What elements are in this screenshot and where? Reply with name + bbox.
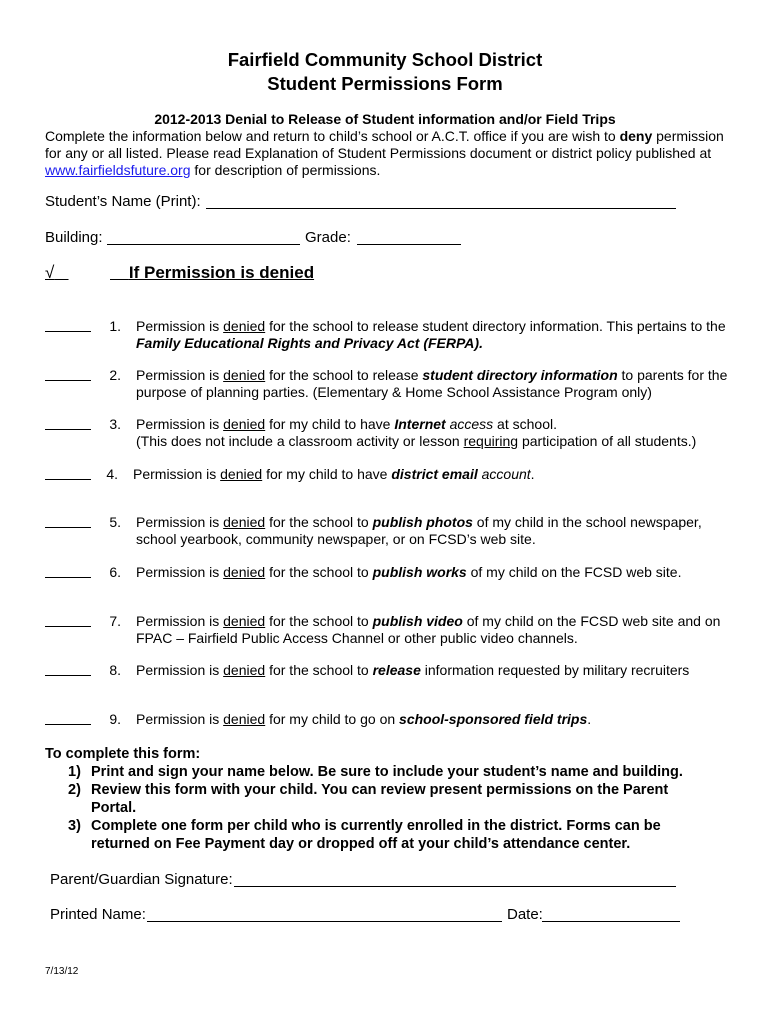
intro-deny: deny [619, 128, 653, 144]
item-2-text: Permission is denied for the school to release student directory information to parents for the purpose of planning parties. (Elementary & Home School Assistance Program only) [136, 367, 728, 400]
item-4-number: 4. [106, 466, 118, 482]
grade-field[interactable] [357, 244, 461, 245]
check-column-header: √ [45, 263, 55, 282]
instruction-step-2-text: Review this form with your child. You can review present permissions on the Parent Portal. [91, 782, 669, 816]
item-1-checkbox-line[interactable] [45, 331, 91, 332]
item-5-text: Permission is denied for the school to publish photos of my child in the school newspaper, school yearbook, community newspaper, or on FCSD’s web site. [136, 514, 702, 547]
date-label: Date: [507, 906, 543, 923]
item-8-text: Permission is denied for the school to release information requested by military recruiters [136, 662, 690, 678]
form-title-line2: Student Permissions Form [267, 73, 503, 94]
item-7-checkbox-line[interactable] [45, 626, 91, 627]
item-1-text: Permission is denied for the school to release student directory information. This pertains to the Family Educational Rights and Privacy Act (FERPA). [136, 318, 726, 351]
item-3-number: 3. [109, 416, 121, 432]
parent-signature-field[interactable] [234, 886, 676, 887]
item-9-number: 9. [109, 711, 121, 727]
instructions-heading: To complete this form: [45, 746, 201, 762]
item-9-checkbox-line[interactable] [45, 724, 91, 725]
item-5-checkbox-line[interactable] [45, 527, 91, 528]
item-5-number: 5. [109, 514, 121, 530]
form-subtitle: 2012-2013 Denial to Release of Student information and/or Field Trips [154, 111, 616, 127]
item-2-checkbox-line[interactable] [45, 380, 91, 381]
printed-name-label: Printed Name: [50, 906, 146, 923]
instruction-step-2-number: 2) [68, 782, 81, 798]
student-name-label: Student’s Name (Print): [45, 193, 201, 210]
form-title-line1: Fairfield Community School District [227, 49, 543, 70]
denied-column-header: If Permission is denied [128, 263, 315, 282]
revision-date: 7/13/12 [45, 966, 79, 977]
instruction-step-3-number: 3) [68, 818, 81, 834]
intro-line2: for any or all listed. Please read Explanation of Student Permissions document or district policy published at [45, 145, 712, 161]
item-9-text: Permission is denied for my child to go on school-sponsored field trips. [136, 711, 592, 727]
intro-text-c: for description of permissions. [190, 162, 381, 178]
item-2-number: 2. [109, 367, 121, 383]
date-field[interactable] [542, 921, 680, 922]
instruction-step-1-text: Print and sign your name below. Be sure to include your student’s name and building. [91, 764, 683, 780]
item-8-checkbox-line[interactable] [45, 675, 91, 676]
item-7-text: Permission is denied for the school to publish video of my child on the FCSD web site and on FPAC – Fairfield Public Access Channel or other public video channels. [136, 613, 721, 646]
item-4-checkbox-line[interactable] [45, 479, 91, 480]
printed-name-field[interactable] [147, 921, 502, 922]
instruction-step-1-number: 1) [68, 764, 81, 780]
item-6-checkbox-line[interactable] [45, 577, 91, 578]
item-6-text: Permission is denied for the school to publish works of my child on the FCSD web site. [136, 564, 682, 580]
item-8-number: 8. [109, 662, 121, 678]
district-website-link[interactable]: www.fairfieldsfuture.org [45, 162, 191, 178]
instruction-step-3-text: Complete one form per child who is currently enrolled in the district. Forms can be returned on Fee Payment day or dropped off at your child’s attendance center. [91, 818, 661, 852]
grade-label: Grade: [305, 229, 351, 246]
item-1-number: 1. [109, 318, 121, 334]
item-3-checkbox-line[interactable] [45, 429, 91, 430]
item-3-text: Permission is denied for my child to have Internet access at school. (This does not include a classroom activity or lesson requiring participation of all students.) [136, 416, 697, 449]
item-7-number: 7. [109, 613, 121, 629]
intro-text [45, 128, 745, 179]
building-label: Building: [45, 229, 103, 246]
building-field[interactable] [107, 244, 300, 245]
item-4-text: Permission is denied for my child to have district email account. [133, 466, 535, 482]
intro-text-a: Complete the information below and return to child’s school or A.C.T. office if you are wish to [45, 128, 620, 144]
parent-signature-label: Parent/Guardian Signature: [50, 871, 233, 888]
item-6-number: 6. [109, 564, 121, 580]
student-name-field[interactable] [206, 208, 676, 209]
intro-text-b: permission [652, 128, 724, 144]
